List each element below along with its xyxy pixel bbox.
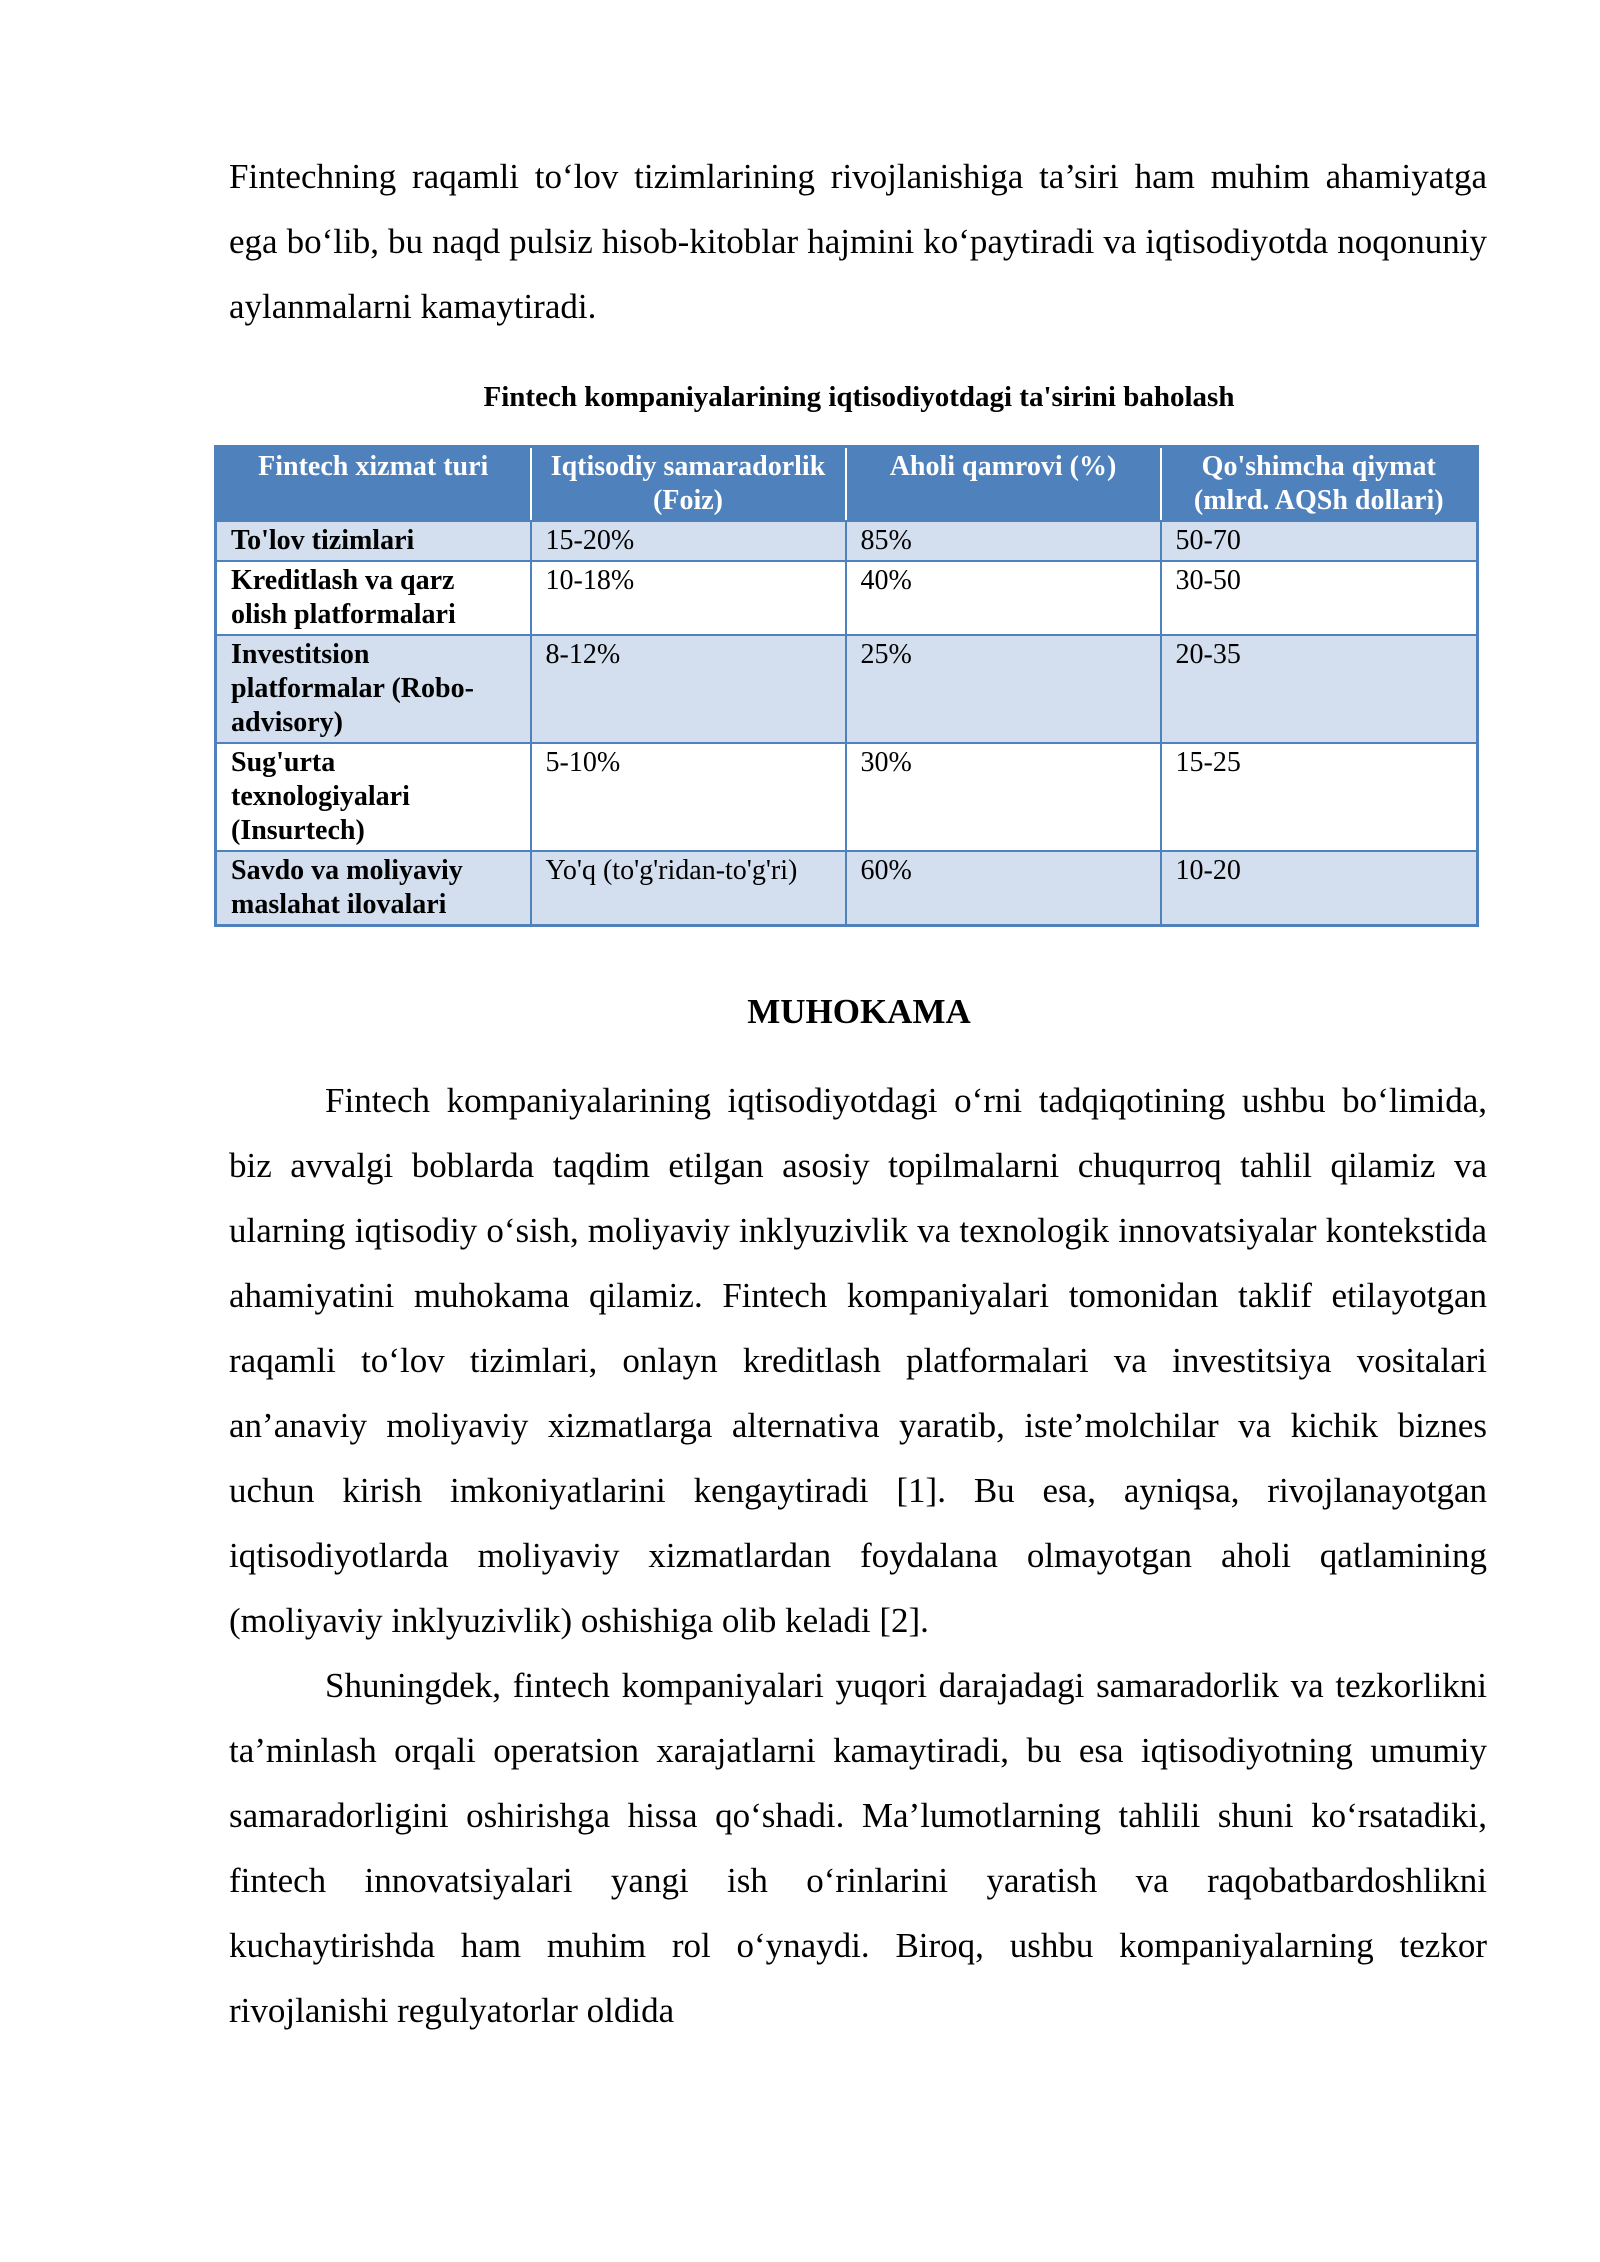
fintech-impact-table (214, 445, 1479, 927)
table-cell-coverage: 30% (846, 743, 1161, 851)
table-cell-added-value: 20-35 (1161, 635, 1478, 743)
table-cell-efficiency: 15-20% (531, 521, 846, 561)
table-header-cell: Aholi qamrovi (%) (846, 447, 1161, 522)
table-cell-coverage: 60% (846, 851, 1161, 926)
table-row (216, 635, 1478, 743)
table-header-cell: Qo'shimcha qiymat (mlrd. AQSh dollari) (1161, 447, 1478, 522)
table-row (216, 851, 1478, 926)
table-cell-service-type: Investitsion platformalar (Robo-advisory) (216, 635, 531, 743)
table-cell-service-type: Savdo va moliyaviy maslahat ilovalari (216, 851, 531, 926)
discussion-body (229, 1068, 1487, 2043)
section-heading: MUHOKAMA (747, 992, 971, 1031)
table-cell-efficiency: 10-18% (531, 561, 846, 635)
fintech-impact-table-wrapper (214, 445, 1476, 927)
table-cell-service-type: Sug'urta texnologiyalari (Insurtech) (216, 743, 531, 851)
table-cell-coverage: 25% (846, 635, 1161, 743)
table-caption: Fintech kompaniyalarining iqtisodiyotdagi ta'sirini baholash (483, 381, 1235, 413)
table-cell-added-value: 15-25 (1161, 743, 1478, 851)
intro-paragraph-block (229, 144, 1487, 339)
table-header-cell: Iqtisodiy samaradorlik (Foiz) (531, 447, 846, 522)
table-cell-coverage: 85% (846, 521, 1161, 561)
table-header-row (216, 447, 1478, 522)
table-cell-service-type: Kreditlash va qarz olish platformalari (216, 561, 531, 635)
table-cell-added-value: 30-50 (1161, 561, 1478, 635)
table-header-cell: Fintech xizmat turi (216, 447, 531, 522)
table-row (216, 561, 1478, 635)
table-cell-coverage: 40% (846, 561, 1161, 635)
table-cell-added-value: 50-70 (1161, 521, 1478, 561)
table-cell-efficiency: 8-12% (531, 635, 846, 743)
table-row (216, 521, 1478, 561)
intro-paragraph: Fintechning raqamli to‘lov tizimlarining rivojlanishiga ta’siri ham muhim ahamiyatga ega bo‘lib, bu naqd pulsiz hisob-kitoblar hajmini ko‘paytiradi va iqtisodiyotda noqonuniy aylanmalarni kamaytiradi. (229, 157, 1487, 326)
table-row (216, 743, 1478, 851)
body-paragraph: Shuningdek, fintech kompaniyalari yuqori darajadagi samaradorlik va tezkorlikni ta’minlash orqali operatsion xarajatlarni kamaytiradi, bu esa iqtisodiyotning umumiy samaradorligini oshirishga hissa qo‘shadi. Ma’lumotlarning tahlili shuni ko‘rsatadiki, fintech innovatsiyalari yangi ish o‘rinlarini yaratish va raqobatbardoshlikni kuchaytirishda ham muhim rol o‘ynaydi. Biroq, ushbu kompaniyalarning tezkor rivojlanishi regulyatorlar oldida (229, 1666, 1487, 2030)
table-cell-efficiency: 5-10% (531, 743, 846, 851)
table-cell-service-type: To'lov tizimlari (216, 521, 531, 561)
table-cell-efficiency: Yo'q (to'g'ridan-to'g'ri) (531, 851, 846, 926)
table-cell-added-value: 10-20 (1161, 851, 1478, 926)
body-paragraph: Fintech kompaniyalarining iqtisodiyotdagi o‘rni tadqiqotining ushbu bo‘limida, biz avvalgi boblarda taqdim etilgan asosiy topilmalarni chuqurroq tahlil qilamiz va ularning iqtisodiy o‘sish, moliyaviy inklyuzivlik va texnologik innovatsiyalar kontekstida ahamiyatini muhokama qilamiz. Fintech kompaniyalari tomonidan taklif etilayotgan raqamli to‘lov tizimlari, onlayn kreditlash platformalari va investitsiya vositalari an’anaviy moliyaviy xizmatlarga alternativa yaratib, iste’molchilar va kichik biznes uchun kirish imkoniyatlarini kengaytiradi [1]. Bu esa, ayniqsa, rivojlanayotgan iqtisodiyotlarda moliyaviy xizmatlardan foydalana olmayotgan aholi qatlamining (moliyaviy inklyuzivlik) oshishiga olib keladi [2]. (229, 1081, 1487, 1640)
